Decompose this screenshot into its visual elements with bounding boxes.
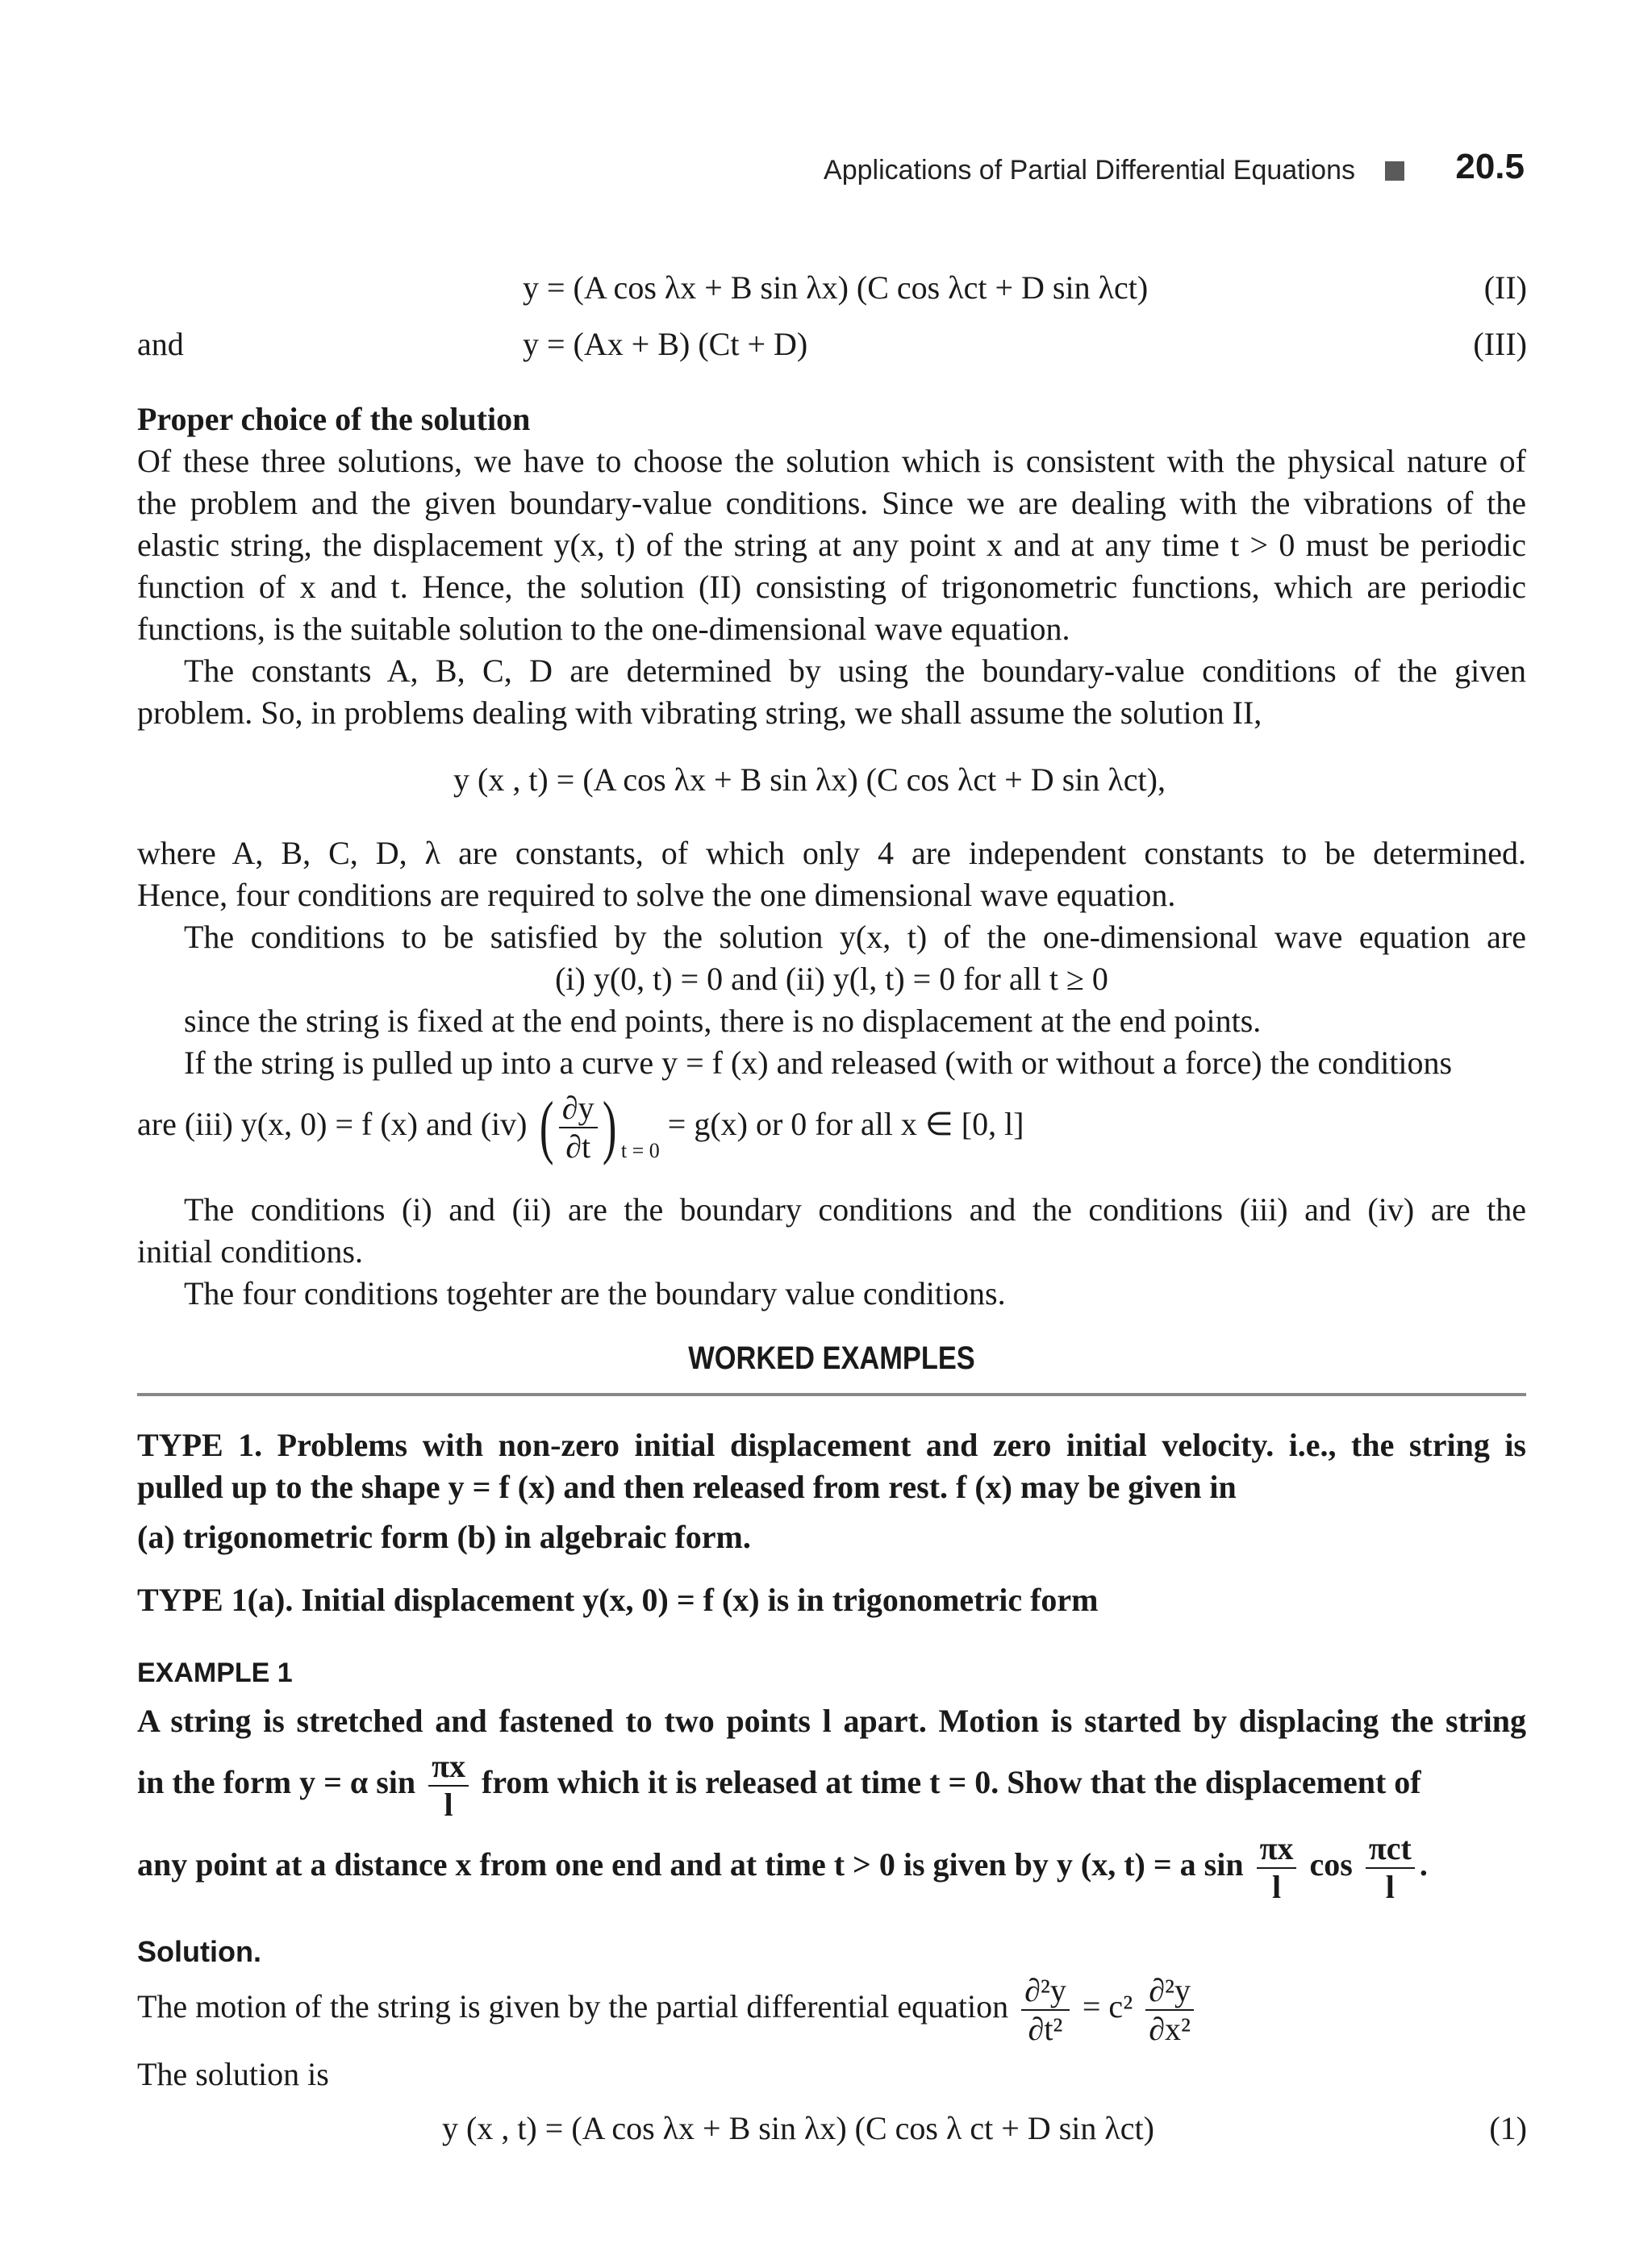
pi-ct-over-l-fraction (1366, 1830, 1415, 1906)
constants-paragraph (137, 650, 1526, 734)
pi-x-over-l-fraction (1257, 1830, 1297, 1906)
section-heading-proper-choice: Proper choice of the solution (137, 401, 531, 437)
fraction-denominator: l (1385, 1868, 1395, 1905)
fraction-denominator: l (444, 1786, 453, 1823)
conditions-paragraph (137, 916, 1526, 1084)
conditions-center-line: (i) y(0, t) = 0 and (ii) y(l, t) = 0 for all t ≥ 0 (555, 961, 1108, 997)
pde-equals: = c² (1082, 1988, 1133, 2025)
example-form-suffix: from which it is released at time t = 0. Show that the displacement of (482, 1764, 1421, 1800)
initial-conditions-line (137, 1084, 1024, 1191)
equation-II: y = (A cos λx + B sin λx) (C cos λct + D sin λct) (523, 269, 1149, 306)
pde-lhs-fraction (1021, 1972, 1070, 2048)
cos-word: cos (1309, 1846, 1353, 1883)
fraction-denominator: ∂x² (1149, 2010, 1191, 2047)
fraction-denominator: ∂t (565, 1128, 591, 1165)
paragraph-line: The conditions to be satisfied by the solution y(x, t) of the one-dimensional wave equation are (184, 919, 1526, 955)
paragraph-line: Of these three solutions, we have to choose the solution which is consistent with the physical nature of (137, 443, 1526, 479)
where-paragraph (137, 832, 1526, 916)
motion-line (137, 1966, 1199, 2048)
paragraph-line: elastic string, the displacement y(x, t) of the string at any point x and at any time t > 0 must be periodic (137, 527, 1526, 563)
equation-III-label: (III) (1473, 326, 1527, 362)
paragraph-line: the problem and the given boundary-value conditions. Since we are dealing with the vibrations of the (137, 485, 1526, 521)
paragraph-line: The four conditions togehter are the boundary value conditions. (184, 1275, 1006, 1311)
running-header (726, 147, 1527, 195)
paragraph-line: function of x and t. Hence, the solution (II) consisting of trigonometric functions, which are periodic (137, 569, 1526, 605)
fraction-numerator: ∂²y (1021, 1972, 1070, 2011)
fraction-denominator: ∂t² (1028, 2010, 1063, 2047)
worked-examples-heading: WORKED EXAMPLES (688, 1341, 975, 1376)
paragraph-line: TYPE 1. Problems with non-zero initial displacement and zero initial velocity. i.e., the string is (137, 1427, 1526, 1463)
and-word: and (137, 326, 184, 362)
paragraph-line: where A, B, C, D, λ are constants, of which only 4 are independent constants to be determined. (137, 835, 1526, 871)
example-line-2 (137, 1742, 1421, 1824)
example-label: EXAMPLE 1 (137, 1658, 293, 1688)
example-line-3 (137, 1824, 1428, 1906)
partial-derivative-fraction (559, 1090, 598, 1166)
fraction-numerator: πct (1366, 1830, 1415, 1869)
conditions-suffix: = g(x) or 0 for all x ∈ [0, l] (667, 1106, 1024, 1142)
period: . (1419, 1846, 1428, 1883)
general-solution-equation: y (x , t) = (A cos λx + B sin λx) (C cos λct + D sin λct), (453, 761, 1166, 798)
fraction-numerator: ∂²y (1145, 1972, 1194, 2011)
example-line-1 (137, 1700, 1526, 1742)
pde-rhs-fraction (1145, 1972, 1194, 2048)
paragraph-line: (a) trigonometric form (b) in algebraic form. (137, 1519, 751, 1555)
paragraph-line: The constants A, B, C, D are determined by using the boundary-value conditions of the given (184, 653, 1526, 689)
example-result-prefix: any point at a distance x from one end and at time t > 0 is given by y (x, t) = a sin (137, 1846, 1244, 1883)
motion-prefix: The motion of the string is given by the partial differential equation (137, 1988, 1009, 2025)
example-form-prefix: in the form y = α sin (137, 1764, 416, 1800)
equation-II-label: (II) (1483, 269, 1527, 306)
subscript: t = 0 (620, 1139, 660, 1162)
paragraph-line: pulled up to the shape y = f (x) and then released from rest. f (x) may be given in (137, 1469, 1237, 1505)
boundary-paragraph (137, 1189, 1526, 1315)
solution-label: Solution. (137, 1935, 261, 1968)
fraction-denominator: l (1271, 1868, 1282, 1905)
final-equation-label: (1) (1489, 2110, 1527, 2146)
paragraph-line: since the string is fixed at the end points, there is no displacement at the end points. (184, 1003, 1262, 1039)
equation-III: y = (Ax + B) (Ct + D) (523, 326, 808, 362)
left-paren: ( (540, 1087, 554, 1166)
header-title: Applications of Partial Differential Equations (824, 155, 1355, 186)
fraction-numerator: πx (1257, 1830, 1297, 1869)
fraction-numerator: πx (428, 1748, 469, 1787)
paragraph-line: initial conditions. (137, 1233, 363, 1270)
paragraph-line: The conditions (i) and (ii) are the boundary conditions and the conditions (iii) and (iv) are the (184, 1191, 1526, 1228)
solution-is-line: The solution is (137, 2056, 329, 2092)
paragraph-line: functions, is the suitable solution to the one-dimensional wave equation. (137, 611, 1070, 647)
page-number: 20.5 (1455, 147, 1525, 186)
paragraph-line: If the string is pulled up into a curve y = f (x) and released (with or without a force) the conditions (184, 1045, 1453, 1081)
fraction-numerator: ∂y (559, 1090, 598, 1128)
right-paren: ) (602, 1087, 617, 1166)
header-square-icon (1385, 161, 1404, 181)
heading-rule (137, 1393, 1526, 1396)
final-solution-equation: y (x , t) = (A cos λx + B sin λx) (C cos λ ct + D sin λct) (442, 2110, 1154, 2146)
paragraph-line: problem. So, in problems dealing with vibrating string, we shall assume the solution II, (137, 694, 1262, 731)
pi-x-over-l-fraction (428, 1748, 469, 1824)
paragraph-line: A string is stretched and fastened to two points l apart. Motion is started by displacing the string (137, 1703, 1526, 1739)
paragraph-line: Hence, four conditions are required to solve the one dimensional wave equation. (137, 877, 1176, 913)
type1a-heading: TYPE 1(a). Initial displacement y(x, 0) = f (x) is in trigonometric form (137, 1582, 1099, 1618)
type1-paragraph (137, 1424, 1526, 1558)
proper-choice-paragraph (137, 440, 1526, 650)
conditions-prefix: are (iii) y(x, 0) = f (x) and (iv) (137, 1106, 528, 1142)
